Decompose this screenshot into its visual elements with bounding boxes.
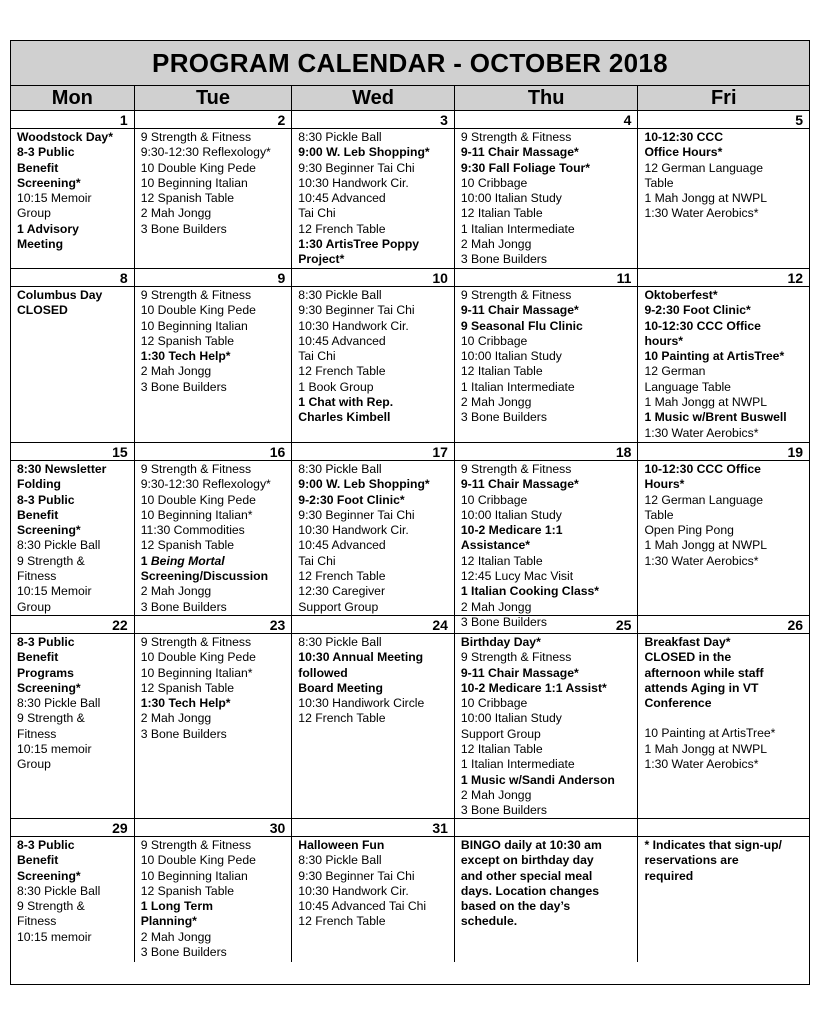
calendar-event: 9 Strength & Fitness — [460, 650, 572, 665]
calendar-event: 10 Cribbage — [460, 492, 528, 507]
event-list — [292, 634, 454, 727]
calendar-event: 1 Music w/Sandi Anderson — [460, 772, 615, 787]
calendar-event: 1:30 Tech Help* — [140, 696, 231, 711]
calendar-event: 10 Cribbage — [460, 333, 528, 348]
day-cell — [11, 616, 135, 818]
calendar-event: 9-2:30 Foot Clinic* — [644, 303, 751, 318]
calendar-event: 9-2:30 Foot Clinic* — [298, 492, 405, 507]
calendar-event: 9:00 W. Leb Shopping* — [298, 145, 430, 160]
calendar-weeks — [11, 111, 809, 962]
calendar-event: 12 Spanish Table — [140, 538, 234, 553]
calendar-event: 1:30 Water Aerobics* — [644, 206, 759, 221]
event-list — [292, 129, 454, 268]
calendar-event: 1:30 Water Aerobics* — [644, 425, 759, 440]
event-title-italic: Being Mortal — [150, 553, 225, 568]
event-list — [638, 129, 809, 222]
day-cell — [638, 111, 809, 268]
calendar-event: 10 Painting at ArtisTree* — [644, 349, 785, 364]
calendar-event: Oktoberfest* — [644, 288, 718, 302]
calendar-event: 8:30 Pickle Ball — [298, 288, 382, 302]
calendar-event: 10:30 Handwork Cir. — [298, 523, 409, 538]
calendar-event: 10:15 memoir Group — [17, 742, 92, 772]
day-cell — [11, 443, 135, 615]
calendar-event: 10 Painting at ArtisTree* — [644, 726, 776, 741]
calendar-event: 8-3 Public Benefit Programs Screening* — [17, 635, 81, 695]
calendar-event: 9 Strength & Fitness — [17, 553, 85, 584]
event-list — [135, 287, 292, 395]
event-list — [11, 287, 134, 319]
day-cell — [292, 269, 455, 442]
calendar-event: 1:30 ArtisTree Poppy Project* — [298, 237, 420, 267]
calendar-event: 12 French Table — [298, 914, 386, 929]
calendar-event: Halloween Fun — [298, 838, 385, 852]
calendar-event: 1 Mah Jongg at NWPL — [644, 395, 768, 410]
day-number: 19 — [638, 443, 809, 461]
calendar-event: 10:00 Italian Study — [460, 507, 562, 522]
calendar-event: * Indicates that sign-up/ reservations are required — [644, 838, 782, 883]
calendar-event: 10:45 Advanced Tai Chi — [298, 333, 386, 364]
day-number: 11 — [455, 269, 638, 287]
calendar-event: 9:30 Beginner Tai Chi — [298, 507, 415, 522]
event-list — [135, 461, 292, 615]
calendar-event: 1 Italian Cooking Class* — [460, 584, 600, 599]
calendar-event: 8:30 Pickle Ball — [17, 538, 101, 553]
calendar-event: 9 Strength & Fitness — [17, 711, 85, 741]
day-number: 16 — [135, 443, 292, 461]
calendar-event: 10:30 Handwork Cir. — [298, 883, 409, 898]
calendar-event: 3 Bone Builders — [460, 803, 547, 818]
calendar-event: 9-11 Chair Massage* — [460, 665, 579, 680]
calendar-event: 10:30 Handwork Cir. — [298, 318, 409, 333]
event-list — [638, 287, 809, 441]
calendar-event: 1 Chat with Rep. Charles Kimbell — [298, 395, 394, 425]
calendar-event: 1 Music w/Brent Buswell — [644, 410, 787, 425]
day-number: 30 — [135, 819, 292, 837]
day-header-wed: Wed — [292, 86, 455, 110]
calendar-event: 10 Cribbage — [460, 696, 528, 711]
day-number: 26 — [638, 616, 809, 634]
event-list — [455, 287, 638, 426]
calendar-event: 10 Double King Pede — [140, 303, 256, 318]
calendar-event: 2 Mah Jongg — [140, 584, 212, 599]
calendar-event: 3 Bone Builders — [140, 726, 227, 741]
calendar-event: 10 Beginning Italian — [140, 868, 248, 883]
calendar-event: 10:00 Italian Study — [460, 349, 562, 364]
calendar-event: 2 Mah Jongg — [460, 395, 532, 410]
calendar-event: 10 Beginning Italian — [140, 175, 248, 190]
calendar-event: 9-11 Chair Massage* — [460, 145, 579, 160]
day-number: 15 — [11, 443, 134, 461]
calendar-event: 12 French Table — [298, 711, 386, 726]
event-list — [292, 837, 454, 930]
day-number — [455, 819, 638, 837]
day-number: 10 — [292, 269, 454, 287]
calendar-event: 12 Spanish Table — [140, 680, 234, 695]
event-list — [292, 461, 454, 615]
event-list — [638, 461, 809, 569]
calendar-event: 1:30 Water Aerobics* — [644, 757, 759, 772]
calendar-event: 12 Italian Table — [460, 553, 543, 568]
day-cell — [11, 819, 135, 962]
calendar-event: 9:30 Beginner Tai Chi — [298, 303, 415, 318]
calendar-event: 12 Italian Table — [460, 364, 543, 379]
calendar-event: 3 Bone Builders — [460, 614, 547, 629]
calendar-event: 8:30 Pickle Ball — [298, 130, 382, 144]
event-list — [638, 837, 809, 884]
day-cell — [292, 443, 455, 615]
day-cell — [135, 269, 293, 442]
calendar-event: 12 Spanish Table — [140, 191, 234, 206]
calendar-event: 9 Strength & Fitness — [140, 635, 252, 649]
calendar-event: 2 Mah Jongg — [140, 929, 212, 944]
calendar-event: 9 Strength & Fitness — [140, 838, 252, 852]
calendar-event: 9 Strength & Fitness — [140, 130, 252, 144]
day-header-fri: Fri — [710, 86, 737, 109]
calendar-event: 12 French Table — [298, 364, 386, 379]
calendar-event: 9 Strength & Fitness — [140, 462, 252, 476]
calendar-event: 9 Strength & Fitness — [460, 288, 572, 302]
calendar-event: Breakfast Day* CLOSED in the afternoon while staff attends Aging in VT Conference — [644, 635, 764, 711]
day-number: 5 — [638, 111, 809, 129]
calendar-event: 2 Mah Jongg — [140, 364, 212, 379]
calendar-event: 8-3 Public Benefit Screening* — [17, 838, 81, 883]
calendar-event: 2 Mah Jongg — [460, 787, 532, 802]
day-number: 29 — [11, 819, 134, 837]
event-list — [292, 287, 454, 426]
calendar-event: Birthday Day* — [460, 635, 541, 649]
calendar-event: 1:30 Tech Help* — [140, 349, 231, 364]
calendar-week-row — [11, 269, 809, 443]
calendar-event: 9 Strength & Fitness — [17, 899, 85, 929]
calendar-event: 8:30 Pickle Ball — [298, 635, 382, 649]
calendar-event: 12 German Language Table — [644, 364, 731, 394]
calendar-event: 9:00 W. Leb Shopping* — [298, 477, 430, 492]
calendar-event: Columbus Day CLOSED — [17, 288, 103, 318]
calendar-event: 2 Mah Jongg — [460, 599, 532, 614]
calendar-event: 12 French Table — [298, 221, 386, 236]
calendar-event: 9:30 Fall Foliage Tour* — [460, 160, 591, 175]
calendar-event: 1 Long Term Planning* — [140, 899, 213, 929]
calendar-event: 8:30 Pickle Ball — [17, 696, 101, 711]
event-list — [11, 461, 134, 615]
calendar-event: 12 Italian Table — [460, 206, 543, 221]
event-list — [135, 837, 292, 960]
day-cell — [292, 819, 455, 962]
day-cell — [455, 269, 639, 442]
calendar-event: 3 Bone Builders — [460, 410, 547, 425]
day-cell — [455, 111, 639, 268]
calendar-event: 10:45 Advanced Tai Chi — [298, 191, 386, 221]
calendar-event: 1 Italian Intermediate — [460, 221, 575, 236]
program-calendar — [10, 40, 810, 985]
calendar-event: 9:30 Beginner Tai Chi — [298, 868, 415, 883]
calendar-event: Support Group — [460, 726, 541, 741]
day-cell — [455, 616, 639, 818]
day-number: 8 — [11, 269, 134, 287]
day-number: 1 — [11, 111, 134, 129]
calendar-event: Open Ping Pong — [644, 523, 734, 538]
calendar-week-row — [11, 111, 809, 269]
calendar-event: 10-12:30 CCC Office Hours* — [644, 130, 724, 160]
event-list — [638, 634, 809, 772]
calendar-event: 12 German Language Table — [644, 160, 764, 190]
calendar-event: 10 Double King Pede — [140, 853, 256, 868]
calendar-week-row — [11, 616, 809, 819]
calendar-event: 1 Mah Jongg at NWPL — [644, 191, 768, 206]
calendar-event: 12:45 Lucy Mac Visit — [460, 569, 574, 584]
day-cell — [11, 111, 135, 268]
calendar-event: 9:30 Beginner Tai Chi — [298, 160, 415, 175]
calendar-event: 10:15 memoir — [17, 929, 92, 944]
day-header-thu: Thu — [455, 86, 639, 110]
event-list — [11, 634, 134, 773]
day-number: 24 — [292, 616, 454, 634]
calendar-event: 8-3 Public Benefit Screening* — [17, 492, 81, 538]
day-header-mon: Mon — [11, 86, 135, 110]
calendar-event: 10-2 Medicare 1:1 Assistance* — [460, 523, 563, 553]
event-list — [455, 461, 638, 630]
calendar-event: 10:30 Handiwork Circle — [298, 696, 425, 711]
calendar-event: 3 Bone Builders — [140, 221, 227, 236]
calendar-week-row — [11, 819, 809, 962]
calendar-event: 10 Double King Pede — [140, 650, 256, 665]
calendar-event: 3 Bone Builders — [140, 945, 227, 960]
day-cell — [638, 443, 809, 615]
calendar-event: 2 Mah Jongg — [140, 206, 212, 221]
calendar-event: 10:00 Italian Study — [460, 711, 562, 726]
calendar-event: 1 Advisory Meeting — [17, 221, 79, 252]
calendar-event: 10:45 Advanced Tai Chi — [298, 899, 427, 914]
day-header-tue: Tue — [135, 86, 293, 110]
calendar-event: 12 German Language Table — [644, 492, 764, 522]
day-cell — [638, 616, 809, 818]
day-cell — [292, 616, 455, 818]
day-cell — [135, 819, 293, 962]
event-list — [455, 634, 638, 819]
calendar-event: 10-2 Medicare 1:1 Assist* — [460, 680, 607, 695]
day-number: 12 — [638, 269, 809, 287]
calendar-event: 12 Spanish Table — [140, 333, 234, 348]
calendar-event: 9 Strength & Fitness — [140, 288, 252, 302]
calendar-event: 9 Strength & Fitness — [460, 130, 572, 144]
day-number: 17 — [292, 443, 454, 461]
calendar-event: 10 Cribbage — [460, 175, 528, 190]
calendar-event: 9:30-12:30 Reflexology* — [140, 145, 271, 160]
day-number: 25 — [455, 616, 638, 634]
calendar-event: 10-12:30 CCC Office hours* — [644, 318, 761, 348]
calendar-event: 12:30 Caregiver Support Group — [298, 584, 386, 614]
calendar-event: 10-12:30 CCC Office Hours* — [644, 462, 761, 492]
day-number: 22 — [11, 616, 134, 634]
day-header-row — [11, 86, 809, 111]
day-cell — [638, 269, 809, 442]
calendar-event: 1 Mah Jongg at NWPL — [644, 741, 768, 756]
calendar-event: Woodstock Day* — [17, 130, 113, 144]
day-number: 2 — [135, 111, 292, 129]
calendar-event: 1 Italian Intermediate — [460, 379, 575, 394]
calendar-event — [644, 711, 805, 726]
calendar-event: 8:30 Pickle Ball — [298, 853, 382, 868]
calendar-event: 3 Bone Builders — [140, 379, 227, 394]
event-list — [11, 837, 134, 945]
calendar-event: 10:00 Italian Study — [460, 191, 562, 206]
day-number: 3 — [292, 111, 454, 129]
calendar-title: PROGRAM CALENDAR - OCTOBER 2018 — [11, 41, 809, 86]
day-cell — [11, 269, 135, 442]
day-number: 18 — [455, 443, 638, 461]
event-list — [455, 837, 638, 930]
day-cell — [135, 111, 293, 268]
calendar-event: 1:30 Water Aerobics* — [644, 553, 759, 568]
calendar-event: 12 Italian Table — [460, 742, 543, 757]
day-number: 31 — [292, 819, 454, 837]
calendar-event: 3 Bone Builders — [460, 252, 547, 267]
calendar-event: 12 Spanish Table — [140, 883, 234, 898]
calendar-event: 1 Italian Intermediate — [460, 757, 575, 772]
calendar-event: 9-11 Chair Massage* — [460, 303, 579, 318]
calendar-event: 10 Double King Pede — [140, 160, 256, 175]
calendar-event: 2 Mah Jongg — [460, 237, 532, 252]
calendar-event: 9-11 Chair Massage* — [460, 477, 579, 492]
calendar-event: 10:45 Advanced Tai Chi — [298, 538, 386, 568]
day-cell — [135, 443, 293, 615]
day-cell — [455, 819, 639, 962]
day-number: 23 — [135, 616, 292, 634]
calendar-event: 8:30 Newsletter Folding — [17, 462, 107, 492]
calendar-event: BINGO daily at 10:30 am except on birthday day and other special meal days. Location changes based on the day’s schedule. — [460, 838, 602, 929]
calendar-event: 1 Being Mortal Screening/Discussion — [140, 553, 269, 584]
event-list — [135, 634, 292, 742]
calendar-event: 1 Book Group — [298, 379, 374, 394]
calendar-event: 10 Beginning Italian* — [140, 507, 253, 522]
event-list — [11, 129, 134, 252]
calendar-event: 10 Beginning Italian* — [140, 665, 253, 680]
calendar-event: 10:30 Annual Meeting followed Board Meeting — [298, 650, 424, 695]
calendar-event: 3 Bone Builders — [140, 599, 227, 614]
calendar-event: 2 Mah Jongg — [140, 711, 212, 726]
calendar-event: 10:30 Handwork Cir. — [298, 175, 409, 190]
calendar-event: 10 Double King Pede — [140, 492, 256, 507]
day-cell — [638, 819, 809, 962]
event-list — [455, 129, 638, 268]
calendar-event: 8:30 Pickle Ball — [17, 883, 101, 898]
day-cell — [292, 111, 455, 268]
event-list — [135, 129, 292, 237]
calendar-event: 12 French Table — [298, 569, 386, 584]
calendar-event: 10 Beginning Italian — [140, 318, 248, 333]
calendar-event: 9 Seasonal Flu Clinic — [460, 318, 583, 333]
day-number: 4 — [455, 111, 638, 129]
day-number: 9 — [135, 269, 292, 287]
calendar-event: 8-3 Public Benefit Screening* — [17, 145, 81, 190]
calendar-event: 9:30-12:30 Reflexology* — [140, 477, 271, 492]
day-cell — [135, 616, 293, 818]
calendar-event: 8:30 Pickle Ball — [298, 462, 382, 476]
calendar-event: 10:15 Memoir Group — [17, 191, 92, 221]
calendar-event: 9 Strength & Fitness — [460, 462, 572, 476]
calendar-event: 1 Mah Jongg at NWPL — [644, 538, 768, 553]
day-number — [638, 819, 809, 837]
calendar-event: 10:15 Memoir Group — [17, 584, 92, 614]
calendar-event: 11:30 Commodities — [140, 523, 245, 538]
